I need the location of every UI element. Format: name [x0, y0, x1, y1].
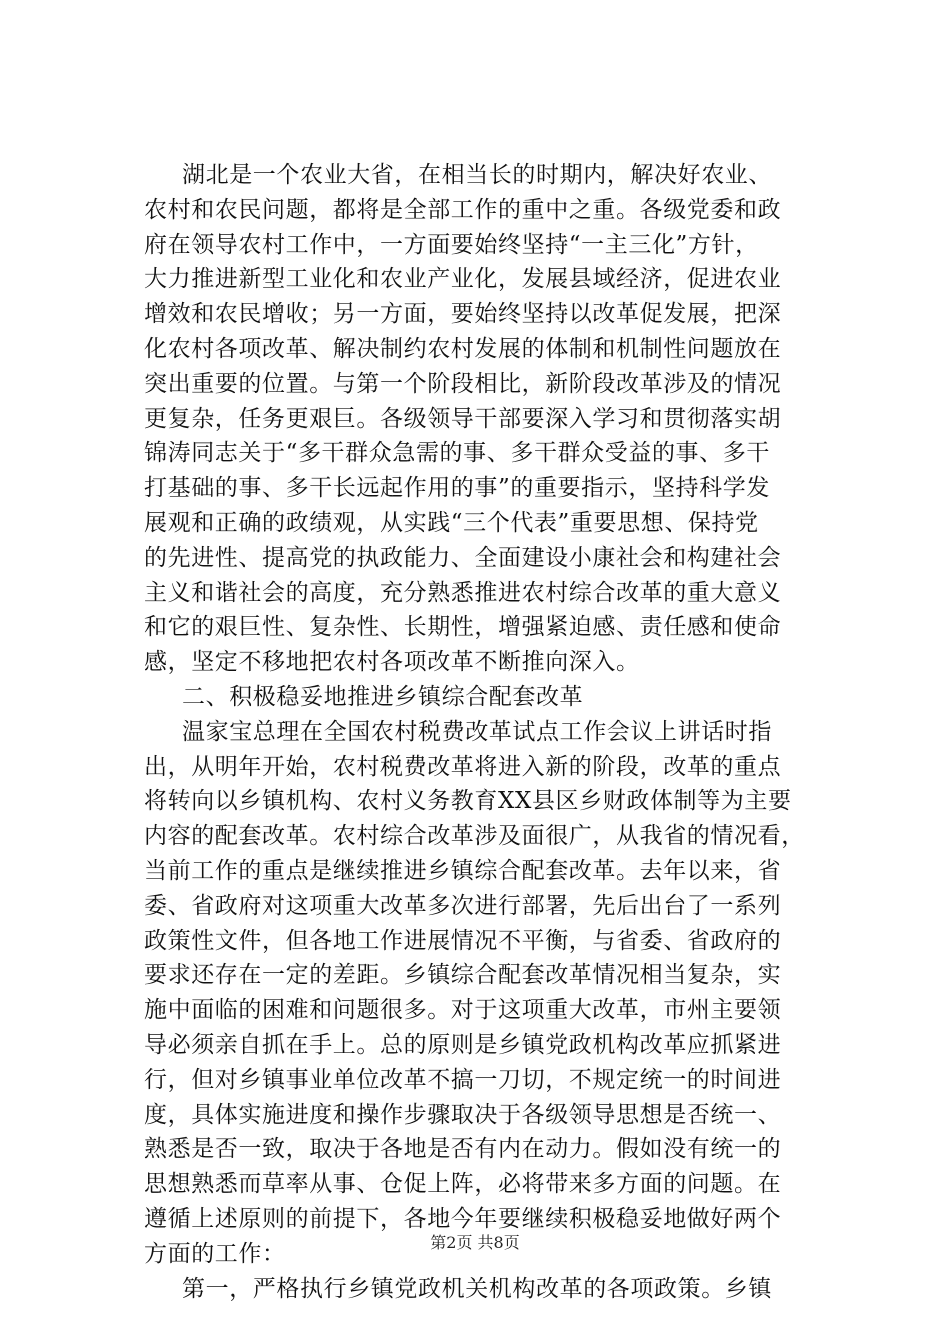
paragraph-line: 更复杂，任务更艰巨。各级领导干部要深入学习和贯彻落实胡 — [144, 405, 782, 432]
paragraph-line: 导必须亲自抓在手上。总的原则是乡镇党政机构改革应抓紧进 — [144, 1031, 782, 1058]
paragraph-line: 将转向以乡镇机构、农村义务教育XX县区乡财政体制等为主要 — [144, 788, 792, 815]
paragraph-line: 要求还存在一定的差距。乡镇综合配套改革情况相当复杂，实 — [144, 962, 782, 989]
paragraph-line: 熟悉是否一致，取决于各地是否有内在动力。假如没有统一的 — [144, 1136, 782, 1163]
paragraph-line: 化农村各项改革、解决制约农村发展的体制和机制性问题放在 — [144, 335, 782, 362]
paragraph-line: 第一，严格执行乡镇党政机关机构改革的各项政策。乡镇 — [182, 1275, 772, 1302]
paragraph-line: 府在领导农村工作中，一方面要始终坚持“一主三化”方针， — [144, 231, 759, 258]
paragraph-line: 打基础的事、多干长远起作用的事”的重要指示，坚持科学发 — [144, 475, 770, 502]
paragraph-line: 当前工作的重点是继续推进乡镇综合配套改革。去年以来，省 — [144, 857, 782, 884]
paragraph-line: 湖北是一个农业大省，在相当长的时期内，解决好农业、 — [182, 162, 772, 188]
paragraph-line: 出，从明年开始，农村税费改革将进入新的阶段，改革的重点 — [144, 753, 782, 780]
paragraph-line: 的先进性、提高党的执政能力、全面建设小康社会和构建社会 — [144, 544, 782, 571]
paragraph-line: 和它的艰巨性、复杂性、长期性，增强紧迫感、责任感和使命 — [144, 614, 782, 641]
paragraph-line: 政策性文件，但各地工作进展情况不平衡，与省委、省政府的 — [144, 927, 782, 954]
paragraph-line: 温家宝总理在全国农村税费改革试点工作会议上讲话时指 — [182, 718, 772, 745]
paragraph-line: 展观和正确的政绩观，从实践“三个代表”重要思想、保持党 — [144, 509, 759, 536]
paragraph-line: 度，具体实施进度和操作步骤取决于各级领导思想是否统一、 — [144, 1101, 782, 1128]
paragraph-line: 遵循上述原则的前提下，各地今年要继续积极稳妥地做好两个 — [144, 1205, 782, 1232]
paragraph-line: 感，坚定不移地把农村各项改革不断推向深入。 — [144, 649, 640, 676]
section-heading: 二、积极稳妥地推进乡镇综合配套改革 — [182, 683, 584, 710]
paragraph-line: 农村和农民问题，都将是全部工作的重中之重。各级党委和政 — [144, 196, 782, 223]
paragraph-line: 行，但对乡镇事业单位改革不搞一刀切，不规定统一的时间进 — [144, 1066, 782, 1093]
page-number-footer: 第2页 共8页 — [430, 1233, 520, 1252]
paragraph-line: 锦涛同志关于“多干群众急需的事、多干群众受益的事、多干 — [144, 440, 770, 467]
paragraph-line: 大力推进新型工业化和农业产业化，发展县域经济，促进农业 — [144, 266, 782, 293]
paragraph-line: 思想熟悉而草率从事、仓促上阵，必将带来多方面的问题。在 — [144, 1171, 782, 1198]
paragraph-line: 内容的配套改革。农村综合改革涉及面很广，从我省的情况看， — [144, 823, 805, 850]
paragraph-line: 主义和谐社会的高度，充分熟悉推进农村综合改革的重大意义 — [144, 579, 782, 606]
document-body — [144, 158, 844, 1306]
paragraph-line: 增效和农民增收；另一方面，要始终坚持以改革促发展，把深 — [144, 301, 782, 328]
paragraph-line: 委、省政府对这项重大改革多次进行部署，先后出台了一系列 — [144, 892, 782, 919]
paragraph-line: 施中面临的困难和问题很多。对于这项重大改革，市州主要领 — [144, 997, 782, 1024]
paragraph-line: 突出重要的位置。与第一个阶段相比，新阶段改革涉及的情况 — [144, 370, 782, 397]
paragraph-line: 方面的工作： — [144, 1240, 286, 1267]
